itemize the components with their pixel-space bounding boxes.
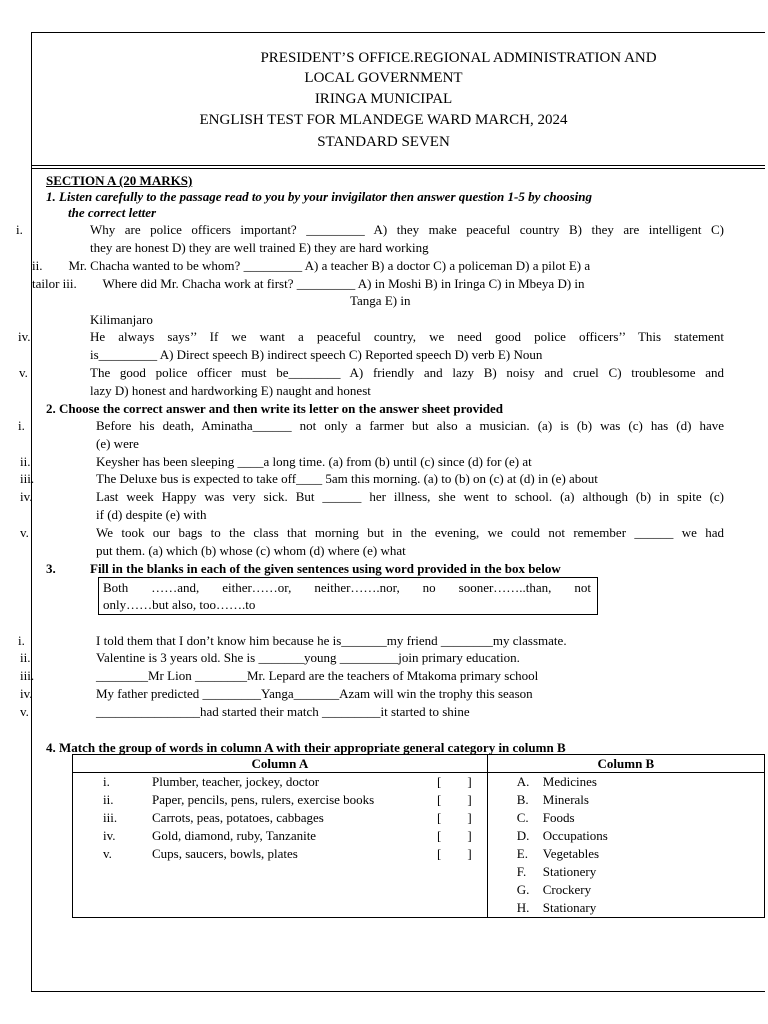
q3-ii-line: Valentine is 3 years old. She is _______young _________join primary education. <box>96 650 520 665</box>
column-b-cell <box>487 773 764 918</box>
q1-iv-line-1: He always says’’ If we want a peaceful country, we need good police officers’’ This statement <box>90 329 724 344</box>
q2-iii-number: iii. <box>20 471 35 486</box>
q1-i-number: i. <box>16 222 23 237</box>
column-b-item: B. Minerals <box>516 792 589 807</box>
column-b-item: C. Foods <box>516 810 575 825</box>
answer-bracket[interactable]: [ ] <box>437 810 472 825</box>
q2-ii-line: Keysher has been sleeping ____a long time. (a) from (b) until (c) since (d) for (e) at <box>96 454 532 469</box>
q1-iv-line-2: is_________ A) Direct speech B) indirect speech C) Reported speech D) verb E) Noun <box>90 347 543 362</box>
column-a-item: ii. Paper, pencils, pens, rulers, exercise books [ ] <box>103 792 472 807</box>
q1-iii-continued-2: Kilimanjaro <box>90 312 153 327</box>
column-a-item: i. Plumber, teacher, jockey, doctor [ ] <box>103 774 472 789</box>
q1-v-line-2: lazy D) honest and hardworking E) naught and honest <box>90 383 371 398</box>
column-a-header: Column A <box>73 755 488 773</box>
q1-iii-line: tailor iii. Where did Mr. Chacha work at first? _________ A) in Moshi B) in Iringa C) in Mbeya D) in <box>32 276 585 291</box>
q2-iii-line: The Deluxe bus is expected to take off____ 5am this morning. (a) to (b) on (c) at (d) in (e) about <box>96 471 598 486</box>
q1-i-line-1: Why are police officers important? _________ A) they make peaceful country B) they are intelligent C) <box>90 222 724 237</box>
answer-bracket[interactable]: [ ] <box>437 792 472 807</box>
header-divider <box>32 165 765 166</box>
answer-bracket[interactable]: [ ] <box>437 774 472 789</box>
q1-i-line-2: they are honest D) they are well trained E) they are hard working <box>90 240 429 255</box>
q3-ii-number: ii. <box>20 650 31 665</box>
q3-v-number: v. <box>20 704 29 719</box>
column-a-item: iii. Carrots, peas, potatoes, cabbages [ ] <box>103 810 472 825</box>
header-line-5: STANDARD SEVEN <box>317 134 450 150</box>
q3-number: 3. <box>46 561 56 576</box>
q1-instruction-line-2: the correct letter <box>68 205 157 220</box>
q1-instruction-line-1: 1. Listen carefully to the passage read to you by your invigilator then answer question 1-5 by choosing <box>46 189 593 204</box>
column-b-item: A. Medicines <box>516 774 597 789</box>
q1-iii-continued: Tanga E) in <box>350 293 411 308</box>
section-a-title: SECTION A (20 MARKS) <box>46 173 193 188</box>
q3-word-box-line-2: only……but also, too…….to <box>103 597 256 612</box>
q1-v-number: v. <box>19 365 28 380</box>
header-line-2: LOCAL GOVERNMENT <box>304 70 463 86</box>
q3-i-line: I told them that I don’t know him because he is_______my friend ________my classmate. <box>96 633 567 648</box>
header-divider-double <box>32 168 765 169</box>
answer-bracket[interactable]: [ ] <box>437 828 472 843</box>
column-a-cell <box>73 773 488 918</box>
q2-i-number: i. <box>18 418 25 433</box>
q3-v-line: ________________had started their match _________it started to shine <box>96 704 470 719</box>
q1-v-line-1: The good police officer must be________ A) friendly and lazy B) noisy and cruel C) troublesome and <box>90 365 724 380</box>
q4-instruction: 4. Match the group of words in column A with their appropriate general category in column B <box>46 740 566 755</box>
column-a-item: iv. Gold, diamond, ruby, Tanzanite [ ] <box>103 828 472 843</box>
column-b-item: F. Stationery <box>516 864 597 879</box>
q3-word-box-line-1: Both ……and, either……or, neither…….nor, no sooner……..than, not <box>103 580 591 595</box>
q3-i-number: i. <box>18 633 25 648</box>
q2-ii-number: ii. <box>20 454 31 469</box>
header-line-1: PRESIDENT’S OFFICE.REGIONAL ADMINISTRATION AND <box>260 50 657 66</box>
q2-iv-line-2: if (d) despite (e) with <box>96 507 207 522</box>
q2-iv-number: iv. <box>20 489 33 504</box>
q3-iii-line: ________Mr Lion ________Mr. Lepard are the teachers of Mtakoma primary school <box>96 668 539 683</box>
header-line-4: ENGLISH TEST FOR MLANDEGE WARD MARCH, 2024 <box>199 112 568 128</box>
q2-v-line-1: We took our bags to the class that morning but in the evening, we could not remember ______ we had <box>96 525 724 540</box>
q3-iv-line: My father predicted _________Yanga_______Azam will win the trophy this season <box>96 686 533 701</box>
column-b-item: G. Crockery <box>516 882 592 897</box>
q1-iv-number: iv. <box>18 329 31 344</box>
column-b-item: H. Stationary <box>516 900 597 915</box>
column-b-item: E. Vegetables <box>516 846 600 861</box>
header-line-3: IRINGA MUNICIPAL <box>314 91 453 107</box>
q4-matching-table <box>72 754 765 918</box>
column-b-header: Column B <box>487 755 764 773</box>
column-a-item: v. Cups, saucers, bowls, plates [ ] <box>103 846 472 861</box>
q2-v-line-2: put them. (a) which (b) whose (c) whom (d) where (e) what <box>96 543 406 558</box>
q2-instruction: 2. Choose the correct answer and then write its letter on the answer sheet provided <box>46 401 503 416</box>
q1-ii-line: ii. Mr. Chacha wanted to be whom? _________ A) a teacher B) a doctor C) a policeman D) a pilot E) a <box>32 258 591 273</box>
q3-iii-number: iii. <box>20 668 35 683</box>
column-b-item: D. Occupations <box>516 828 608 843</box>
q2-i-line-1: Before his death, Aminatha______ not only a farmer but also a musician. (a) is (b) was (c) has (d) have <box>96 418 724 433</box>
answer-bracket[interactable]: [ ] <box>437 846 472 861</box>
q2-v-number: v. <box>20 525 29 540</box>
q3-word-box <box>98 577 598 615</box>
q2-iv-line-1: Last week Happy was very sick. But ______ her illness, she went to school. (a) although (b) in spite (c) <box>96 489 724 504</box>
q2-i-line-2: (e) were <box>96 436 139 451</box>
q3-iv-number: iv. <box>20 686 33 701</box>
q3-instruction: Fill in the blanks in each of the given sentences using word provided in the box below <box>90 561 561 576</box>
